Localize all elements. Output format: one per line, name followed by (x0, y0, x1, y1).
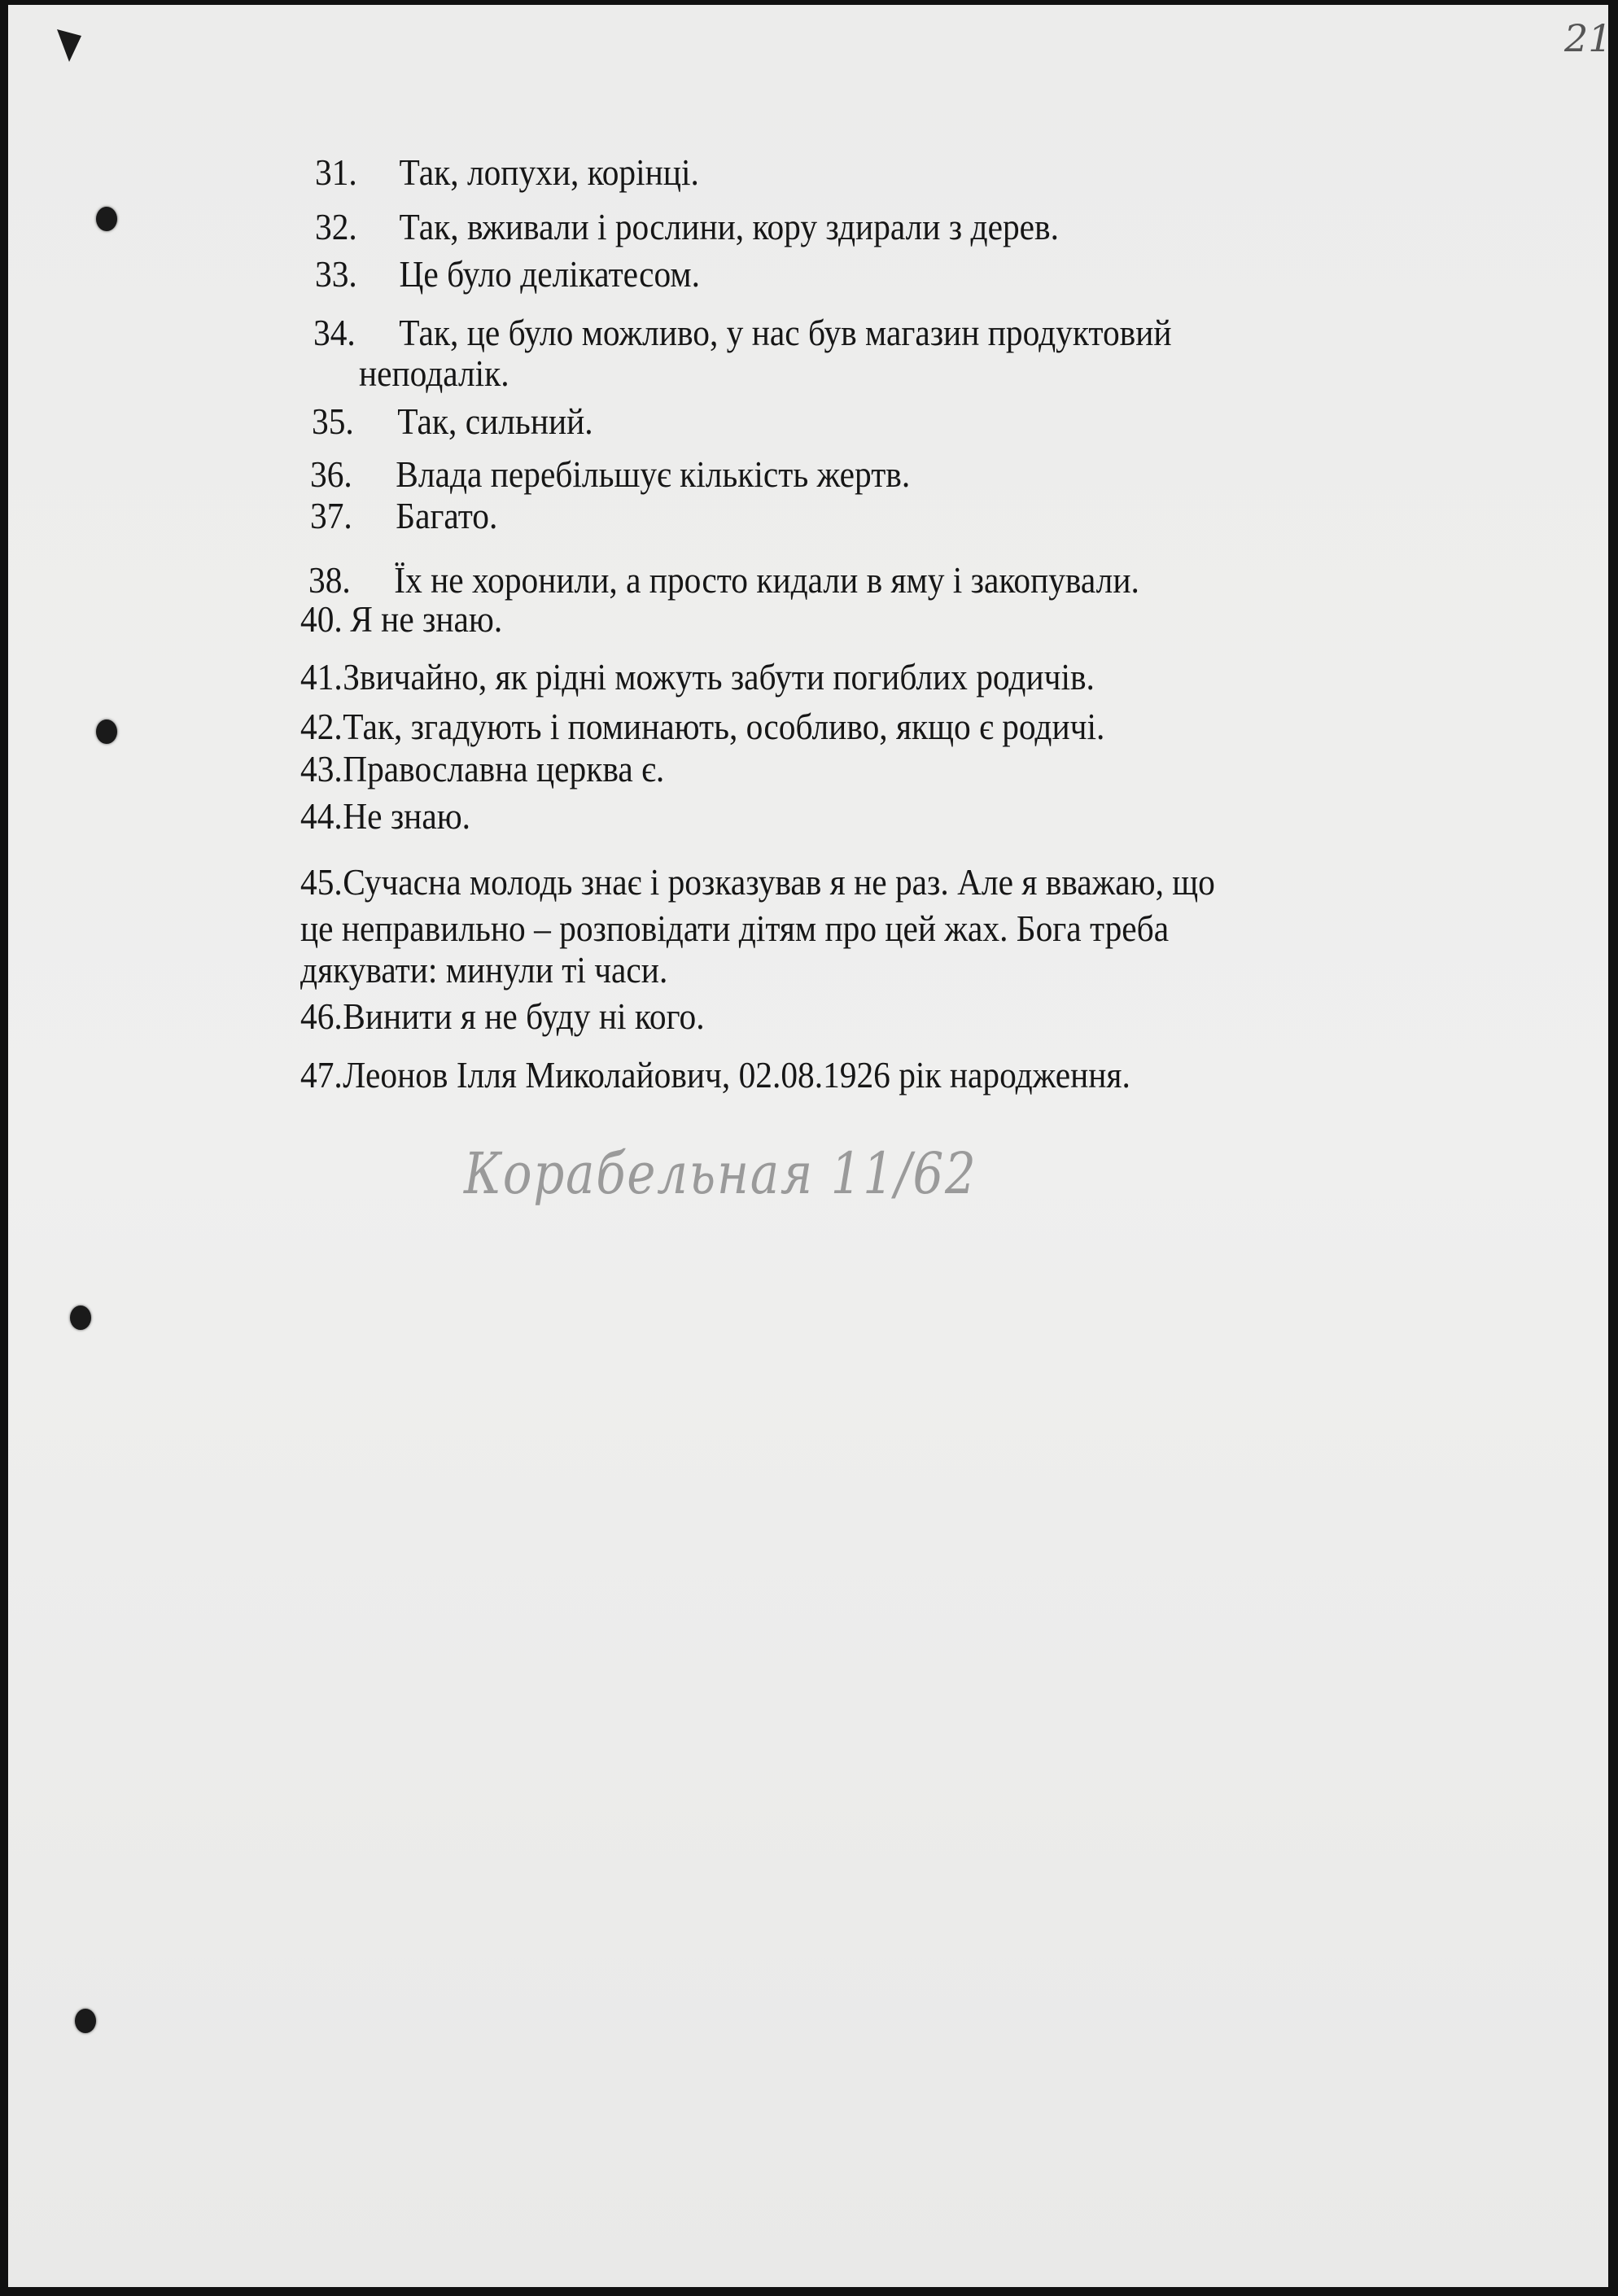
answer-44: 44. Не знаю. (300, 795, 470, 837)
answer-36: 36. Влада перебільшує кількість жертв. (310, 453, 911, 495)
answer-32: 32. Так, вживали і рослини, кору здирали з дерев. (315, 206, 1059, 247)
torn-corner-mark (57, 29, 81, 62)
punch-hole (75, 2009, 96, 2033)
answer-46: 46. Винити я не буду ні кого. (300, 995, 705, 1037)
handwritten-address-note: Корабельная 11/62 (464, 1140, 977, 1207)
answer-40: 40. Я не знаю. (300, 598, 503, 640)
answer-33: 33. Це було делікатесом. (315, 253, 700, 295)
punch-hole (96, 207, 117, 231)
answer-43: 43. Православна церква є. (300, 748, 665, 789)
answer-34-continued: неподалік. (359, 352, 509, 394)
answer-47: 47. Леонов Ілля Миколайович, 02.08.1926 рік народження. (300, 1054, 1130, 1096)
document-page (8, 5, 1612, 2287)
answer-37: 37. Багато. (310, 495, 498, 536)
answer-35: 35. Так, сильний. (312, 400, 593, 442)
answer-34: 34. Так, це було можливо, у нас був магазин продуктовий (313, 312, 1172, 353)
answer-31: 31. Так, лопухи, корінці. (315, 151, 699, 193)
answer-41: 41. Звичайно, як рідні можуть забути погиблих родичів. (300, 656, 1095, 698)
answer-45-continued: це неправильно – розповідати дітям про цей жах. Бога треба (300, 907, 1170, 949)
punch-hole (70, 1305, 91, 1330)
answer-38: 38. Їх не хоронили, а просто кидали в яму і закопували. (308, 559, 1139, 601)
answer-45: 45. Сучасна молодь знає і розказував я не раз. Але я вважаю, що (300, 861, 1215, 903)
answer-45-continued-2: дякувати: минули ті часи. (300, 949, 668, 991)
page-number: 21 (1564, 16, 1612, 60)
answer-42: 42. Так, згадують і поминають, особливо, якщо є родичі. (300, 706, 1105, 747)
punch-hole (96, 719, 117, 744)
